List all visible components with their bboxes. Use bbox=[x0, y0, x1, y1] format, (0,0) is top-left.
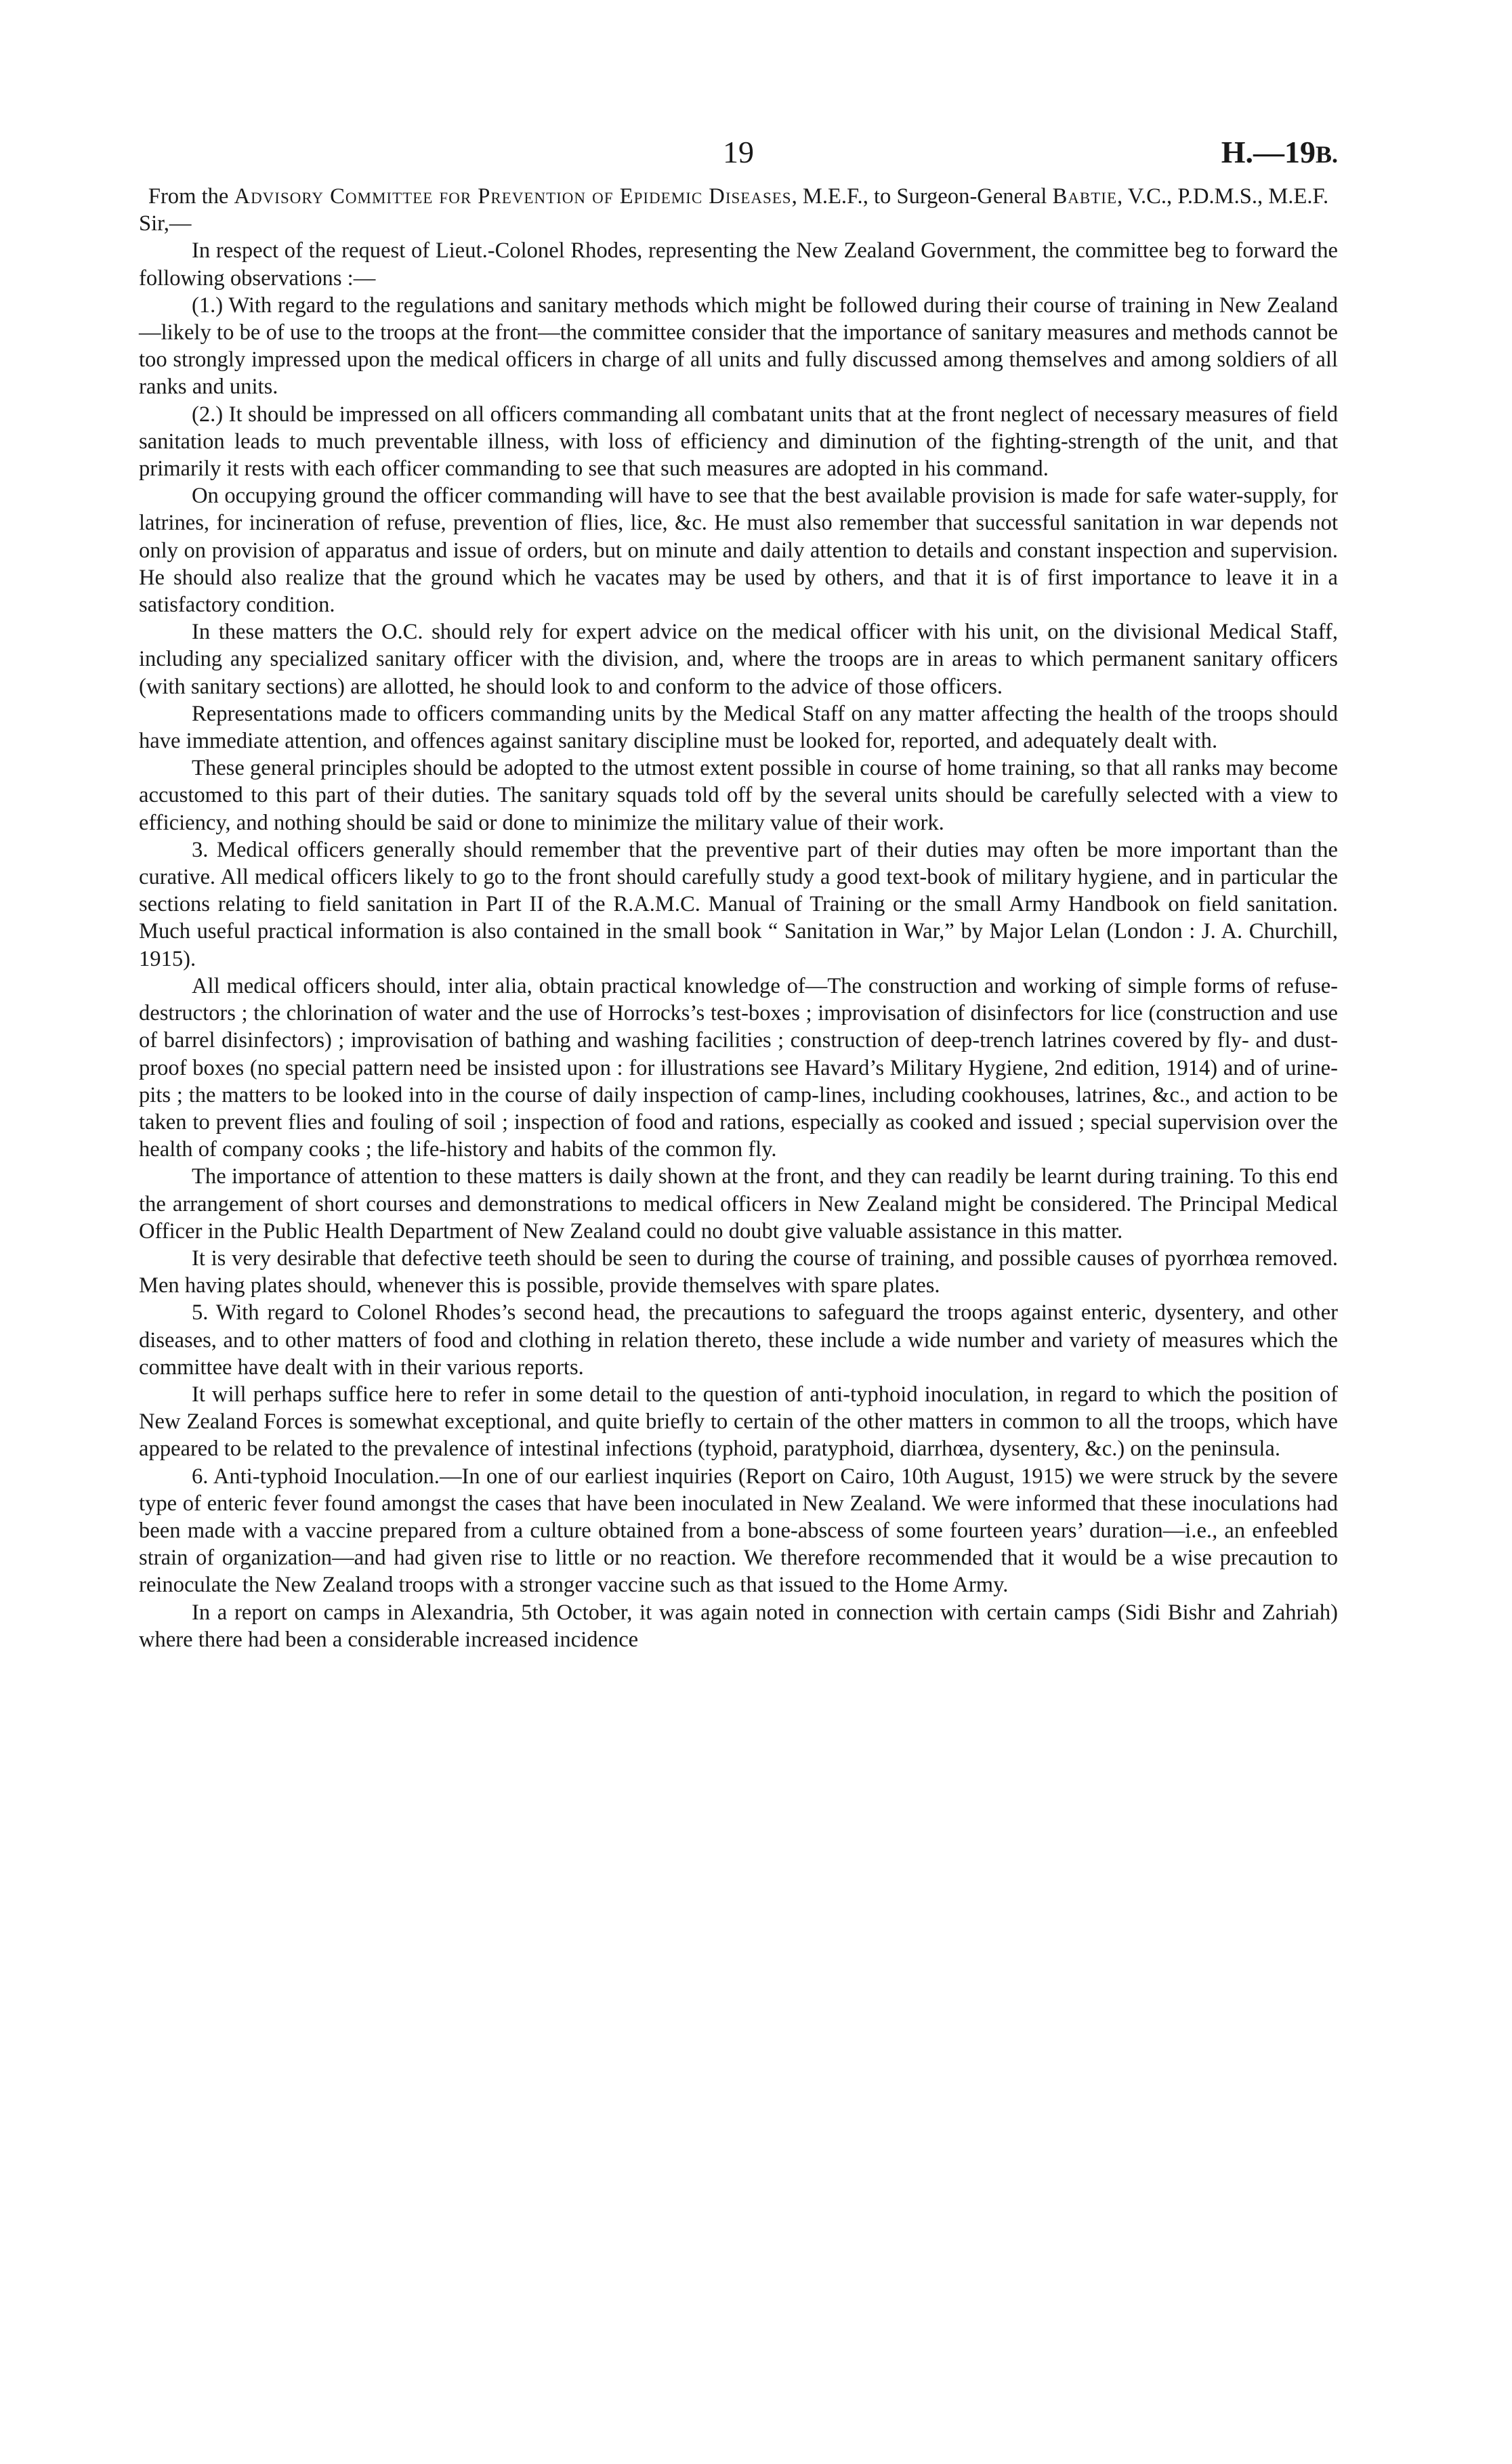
paragraph-8: 3. Medical officers generally should remember that the preventive part of their duties may often be more important than the curative. All medical officers likely to go to the front should carefully study a good text-book of military hygiene, and in particular the sections relating to field sanitation in Part II of the R.A.M.C. Manual of Training or the small Army Handbook on field sanitation. Much useful practical information is also contained in the small book “ Sanitation in War,” by Major Lelan (London : J. A. Churchill, 1915). bbox=[139, 837, 1338, 971]
paragraph-5: In these matters the O.C. should rely for expert advice on the medical officer with his unit, on the divisional Medical Staff, including any specialized sanitary officer with the division, and, where the troops are in areas to which permanent sanitary officers (with sanitary sections) are allotted, he should look to and conform to the advice of those officers. bbox=[139, 620, 1338, 699]
paragraph-7: These general principles should be adopted to the utmost extent possible in course of home training, so that all ranks may become accustomed to this part of their duties. The sanitary squads told off by the several units should be carefully selected with a view to efficiency, and nothing should be said or done to minimize the military value of their work. bbox=[139, 756, 1338, 835]
document-page bbox=[139, 0, 1338, 2464]
paragraph-6: Representations made to officers commanding units by the Medical Staff on any matter affecting the health of the troops should have immediate attention, and offences against sanitary discipline must be looked for, reported, and adequately dealt with. bbox=[139, 701, 1338, 754]
paragraph-14: 6. Anti-typhoid Inoculation.—In one of our earliest inquiries (Report on Cairo, 10th August, 1915) we were struck by the severe type of enteric fever found amongst the cases that have been inoculated in New Zealand. We were informed that these inoculations had been made with a vaccine prepared from a culture obtained from a bone-abscess of some fourteen years’ duration—i.e., an enfeebled strain of organization—and had given rise to little or no reaction. We therefore recommended that it would be a wise precaution to reinoculate the New Zealand troops with a stronger vaccine such as that issued to the Home Army. bbox=[139, 1464, 1338, 1598]
letter-heading bbox=[139, 183, 1338, 210]
paragraph-13: It will perhaps suffice here to refer in some detail to the question of anti-typhoid inoculation, in regard to which the position of New Zealand Forces is somewhat exceptional, and quite briefly to certain of the other matters in common to all the troops, which have appeared to be related to the prevalence of intestinal infections (typhoid, paratyphoid, diarrhœa, dysentery, &c.) on the peninsula. bbox=[139, 1382, 1338, 1462]
page-number: 19 bbox=[723, 135, 754, 169]
salutation: Sir,— bbox=[139, 211, 192, 236]
committee-name: Advisory Committee for Prevention of Epidemic Diseases bbox=[234, 184, 792, 209]
paragraph-1: In respect of the request of Lieut.-Colonel Rhodes, representing the New Zealand Government, the committee beg to forward the following observations :— bbox=[139, 238, 1338, 291]
paragraph-15: In a report on camps in Alexandria, 5th October, it was again noted in connection with certain camps (Sidi Bishr and Zahriah) where there had been a considerable increased incidence bbox=[139, 1600, 1338, 1652]
recipient-name: Babtie bbox=[1052, 184, 1118, 209]
paragraph-12: 5. With regard to Colonel Rhodes’s second head, the precautions to safeguard the troops against enteric, dysentery, and other diseases, and to other matters of food and clothing in relation thereto, these include a wide number and variety of measures which the committee have dealt with in their various reports. bbox=[139, 1300, 1338, 1380]
recipient-honours: , V.C., P.D.M.S., M.E.F. bbox=[1117, 184, 1329, 209]
paragraph-11: It is very desirable that defective teeth should be seen to during the course of training, and possible causes of pyorrhœa removed. Men having plates should, whenever this is possible, provide themselves with spare plates. bbox=[139, 1246, 1338, 1298]
paragraph-2: (1.) With regard to the regulations and sanitary methods which might be followed during their course of training in New Zealand—likely to be of use to the troops at the front—the committee consider that the importance of sanitary measures and methods cannot be too strongly impressed upon the medical officers in charge of all units and fully discussed among themselves and among soldiers of all ranks and units. bbox=[139, 293, 1338, 400]
paragraph-10: The importance of attention to these matters is daily shown at the front, and they can readily be learnt during training. To this end the arrangement of short courses and demonstrations to medical officers in New Zealand might be considered. The Principal Medical Officer in the Public Health Department of New Zealand could no doubt give valuable assistance in this matter. bbox=[139, 1164, 1338, 1244]
committee-location: , M.E.F., to Surgeon-General bbox=[791, 184, 1047, 209]
paragraph-9: All medical officers should, inter alia, obtain practical knowledge of—The construction and working of simple forms of refuse-destructors ; the chlorination of water and the use of Horrocks’s test-boxes ; improvisation of disinfectors for lice (construction and use of barrel disinfectors) ; improvisation of bathing and washing facilities ; construction of deep-trench latrines covered by fly- and dust-proof boxes (no special pattern need be insisted upon : for illustrations see Havard’s Military Hygiene, 2nd edition, 1914) and of urine-pits ; the matters to be looked into in the course of daily inspection of camp-lines, including cookhouses, latrines, &c., and action to be taken to prevent flies and fouling of soil ; inspection of food and rations, especially as cooked and issued ; special supervision over the health of company cooks ; the life-history and habits of the common fly. bbox=[139, 973, 1338, 1162]
from-label: From the bbox=[148, 184, 229, 209]
letter-body bbox=[139, 183, 1338, 1653]
document-code bbox=[1221, 134, 1338, 170]
paragraph-4: On occupying ground the officer commanding will have to see that the best available provision is made for safe water-supply, for latrines, for incineration of refuse, prevention of flies, lice, &c. He must also remember that successful sanitation in war depends not only on provision of apparatus and issue of orders, but on minute and daily attention to details and constant inspection and supervision. He should also realize that the ground which he vacates may be used by others, and that it is of first importance to leave it in a satisfactory condition. bbox=[139, 484, 1338, 618]
paragraph-3: (2.) It should be impressed on all officers commanding all combatant units that at the front neglect of necessary measures of field sanitation leads to much preventable illness, with loss of efficiency and diminution of the fighting-strength of the unit, and that primarily it rests with each officer commanding to see that such measures are adopted in his command. bbox=[139, 402, 1338, 482]
document-code-main: H.—19 bbox=[1221, 135, 1316, 169]
document-code-suffix: B. bbox=[1315, 141, 1338, 168]
